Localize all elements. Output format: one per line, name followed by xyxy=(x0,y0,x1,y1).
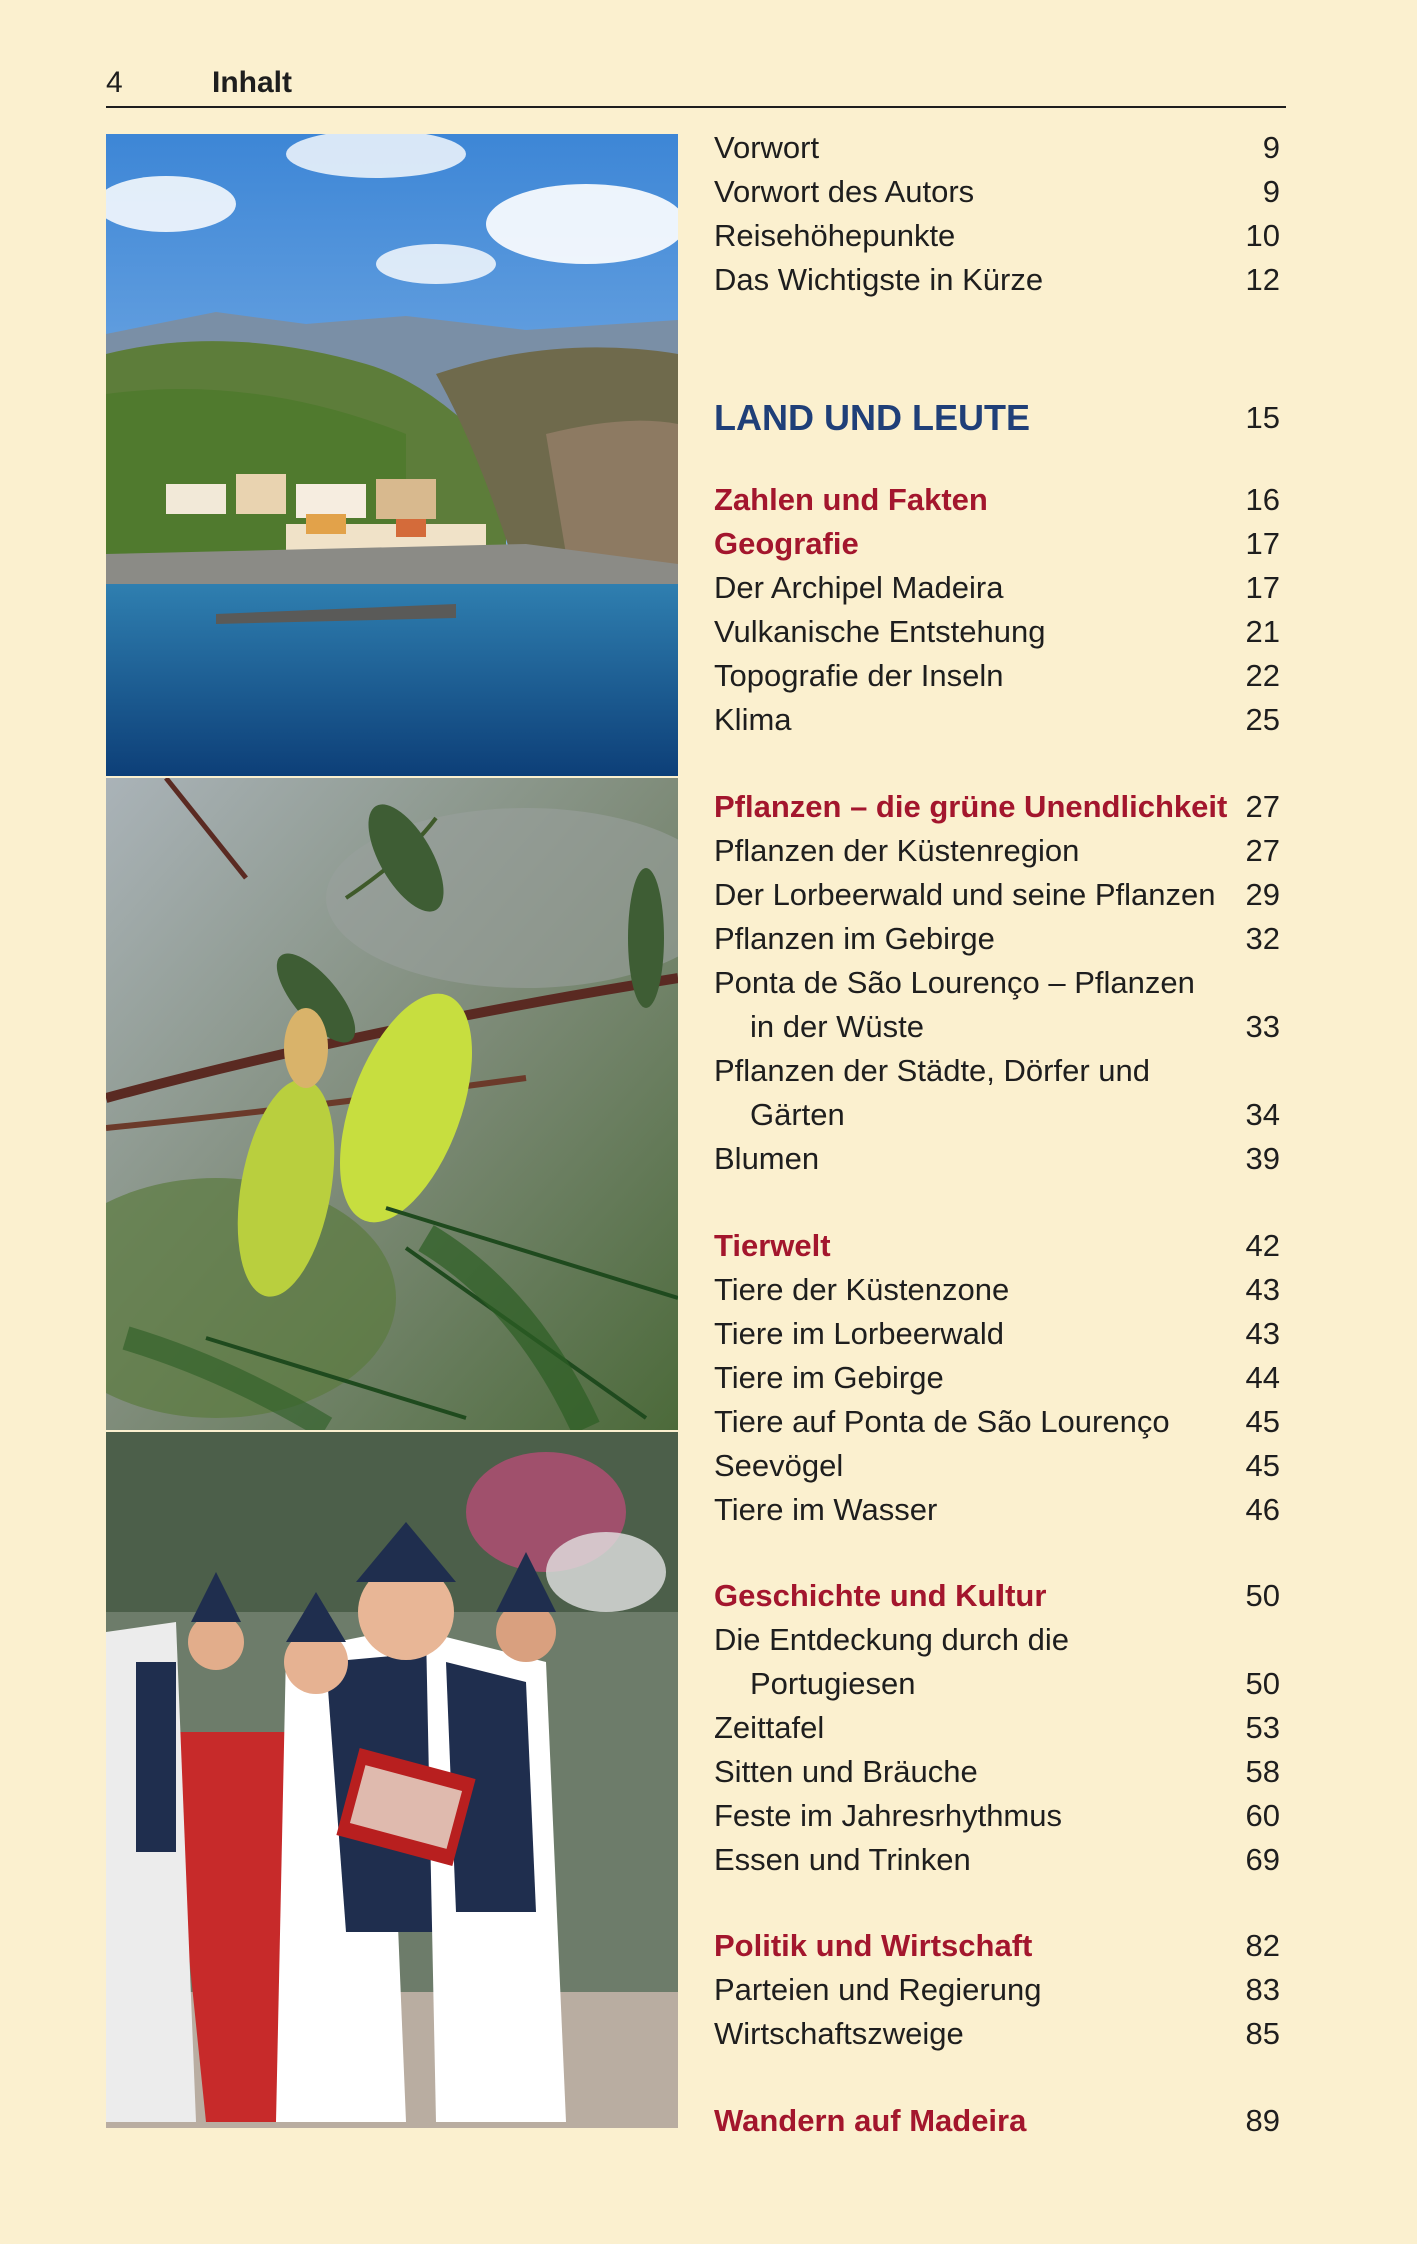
toc-title: Tiere im Wasser xyxy=(714,1492,938,1527)
toc-title: Klima xyxy=(714,702,792,737)
toc-page: 45 xyxy=(1245,1404,1280,1439)
toc-title: Das Wichtigste in Kürze xyxy=(714,262,1044,297)
toc-page: 22 xyxy=(1245,658,1280,693)
toc-title: Reisehöhepunkte xyxy=(714,218,956,253)
toc-entry-continuation[interactable] xyxy=(714,1662,1284,1706)
toc-entry[interactable] xyxy=(714,214,1284,258)
toc-entry[interactable] xyxy=(714,610,1284,654)
photo-column xyxy=(106,134,678,2128)
toc-entry[interactable] xyxy=(714,1356,1284,1400)
page-number: 4 xyxy=(106,66,123,99)
toc-page: 21 xyxy=(1245,614,1280,649)
toc-title: Seevögel xyxy=(714,1448,844,1483)
toc-entry[interactable] xyxy=(714,961,1284,1005)
toc-entry[interactable] xyxy=(714,1750,1284,1794)
running-title: Inhalt xyxy=(212,66,292,99)
toc-entry[interactable] xyxy=(714,1706,1284,1750)
toc-entry[interactable] xyxy=(714,873,1284,917)
toc-section-heading[interactable] xyxy=(714,522,1284,566)
toc-title: Der Archipel Madeira xyxy=(714,570,1004,605)
toc-entry[interactable] xyxy=(714,1488,1284,1532)
toc-page: 17 xyxy=(1245,526,1280,561)
toc-entry[interactable] xyxy=(714,654,1284,698)
toc-page: 29 xyxy=(1245,877,1280,912)
toc-title: Ponta de São Lourenço – Pflanzen xyxy=(714,965,1195,1000)
toc-title: Pflanzen im Gebirge xyxy=(714,921,995,956)
toc-page: 85 xyxy=(1245,2016,1280,2051)
toc-title: Die Entdeckung durch die xyxy=(714,1622,1070,1657)
toc-title: Der Lorbeerwald und seine Pflanzen xyxy=(714,877,1216,912)
toc-title: Politik und Wirtschaft xyxy=(714,1928,1033,1963)
toc-title: Pflanzen der Küstenregion xyxy=(714,833,1080,868)
toc-entry[interactable] xyxy=(714,1268,1284,1312)
toc-title: Wandern auf Madeira xyxy=(714,2103,1027,2138)
toc-title: Topografie der Inseln xyxy=(714,658,1004,693)
toc-title: Blumen xyxy=(714,1141,820,1176)
toc-title: Vorwort xyxy=(714,130,820,165)
toc-page: 15 xyxy=(1245,400,1280,435)
toc-page: 60 xyxy=(1245,1798,1280,1833)
toc-title: Parteien und Regierung xyxy=(714,1972,1042,2007)
toc-page: 42 xyxy=(1245,1228,1280,1263)
toc-page: 10 xyxy=(1245,218,1280,253)
toc-title: Vorwort des Autors xyxy=(714,174,975,209)
toc-title: Geografie xyxy=(714,526,859,561)
toc-entry[interactable] xyxy=(714,698,1284,742)
toc-page: 58 xyxy=(1245,1754,1280,1789)
toc-page: 44 xyxy=(1245,1360,1280,1395)
toc-page: 82 xyxy=(1245,1928,1280,1963)
toc-title: Tiere der Küstenzone xyxy=(714,1272,1010,1307)
toc-page: 50 xyxy=(1245,1578,1280,1613)
toc-entry[interactable] xyxy=(714,917,1284,961)
toc-entry[interactable] xyxy=(714,1968,1284,2012)
toc-title: Wirtschaftszweige xyxy=(714,2016,964,2051)
toc-title: in der Wüste xyxy=(750,1009,925,1044)
toc-entry[interactable] xyxy=(714,1794,1284,1838)
toc-title: Tierwelt xyxy=(714,1228,831,1263)
toc-entry[interactable] xyxy=(714,1400,1284,1444)
page-header xyxy=(106,66,1286,106)
toc-page: 69 xyxy=(1245,1842,1280,1877)
toc-page: 53 xyxy=(1245,1710,1280,1745)
toc-entry[interactable] xyxy=(714,1838,1284,1882)
toc-section-heading[interactable] xyxy=(714,1924,1284,1968)
coastal-village-photo xyxy=(106,134,678,776)
toc-entry[interactable] xyxy=(714,1444,1284,1488)
header-rule xyxy=(106,106,1286,108)
toc-entry-continuation[interactable] xyxy=(714,1093,1284,1137)
toc-title: Zeittafel xyxy=(714,1710,825,1745)
toc-title: Pflanzen – die grüne Unendlichkeit xyxy=(714,789,1228,824)
toc-page: 16 xyxy=(1245,482,1280,517)
toc-title: Tiere im Gebirge xyxy=(714,1360,944,1395)
acacia-flower-photo xyxy=(106,778,678,1430)
toc-page: 46 xyxy=(1245,1492,1280,1527)
toc-entry[interactable] xyxy=(714,126,1284,170)
toc-entry[interactable] xyxy=(714,1312,1284,1356)
toc-entry[interactable] xyxy=(714,1618,1284,1662)
toc-page: 50 xyxy=(1245,1666,1280,1701)
toc-title: Gärten xyxy=(750,1097,845,1132)
toc-section-heading[interactable] xyxy=(714,1574,1284,1618)
toc-entry[interactable] xyxy=(714,258,1284,302)
toc-page: 9 xyxy=(1262,174,1280,209)
toc-page: 27 xyxy=(1245,789,1280,824)
toc-page: 25 xyxy=(1245,702,1280,737)
toc-page: 12 xyxy=(1245,262,1280,297)
toc-page: 83 xyxy=(1245,1972,1280,2007)
toc-part-heading[interactable] xyxy=(714,396,1284,440)
toc-section-heading[interactable] xyxy=(714,1224,1284,1268)
toc-page: 43 xyxy=(1245,1316,1280,1351)
toc-page: 43 xyxy=(1245,1272,1280,1307)
toc-entry[interactable] xyxy=(714,1049,1284,1093)
toc-title: Tiere auf Ponta de São Lourenço xyxy=(714,1404,1170,1439)
toc-page: 33 xyxy=(1245,1009,1280,1044)
toc-section-heading[interactable] xyxy=(714,478,1284,522)
toc-entry-continuation[interactable] xyxy=(714,1005,1284,1049)
toc-title: Zahlen und Fakten xyxy=(714,482,988,517)
toc-page: 9 xyxy=(1262,130,1280,165)
folk-parade-photo xyxy=(106,1432,678,2128)
toc-title: Feste im Jahresrhythmus xyxy=(714,1798,1062,1833)
toc-page: 45 xyxy=(1245,1448,1280,1483)
toc-entry[interactable] xyxy=(714,170,1284,214)
toc-title: Vulkanische Entstehung xyxy=(714,614,1046,649)
toc-title: Sitten und Bräuche xyxy=(714,1754,978,1789)
toc-section-heading[interactable] xyxy=(714,785,1284,829)
toc-entry[interactable] xyxy=(714,829,1284,873)
toc-title: Essen und Trinken xyxy=(714,1842,971,1877)
toc-title: LAND UND LEUTE xyxy=(714,397,1030,438)
toc-page: 32 xyxy=(1245,921,1280,956)
toc-page: 34 xyxy=(1245,1097,1280,1132)
toc-entry[interactable] xyxy=(714,566,1284,610)
toc-page: 39 xyxy=(1245,1141,1280,1176)
toc-title: Pflanzen der Städte, Dörfer und xyxy=(714,1053,1150,1088)
toc-page: 89 xyxy=(1245,2103,1280,2138)
toc-entry[interactable] xyxy=(714,1137,1284,1181)
toc-title: Portugiesen xyxy=(750,1666,916,1701)
toc-page: 27 xyxy=(1245,833,1280,868)
toc-entry[interactable] xyxy=(714,2012,1284,2056)
toc-page: 17 xyxy=(1245,570,1280,605)
toc-title: Tiere im Lorbeerwald xyxy=(714,1316,1005,1351)
toc-title: Geschichte und Kultur xyxy=(714,1578,1047,1613)
toc-section-heading[interactable] xyxy=(714,2099,1284,2143)
